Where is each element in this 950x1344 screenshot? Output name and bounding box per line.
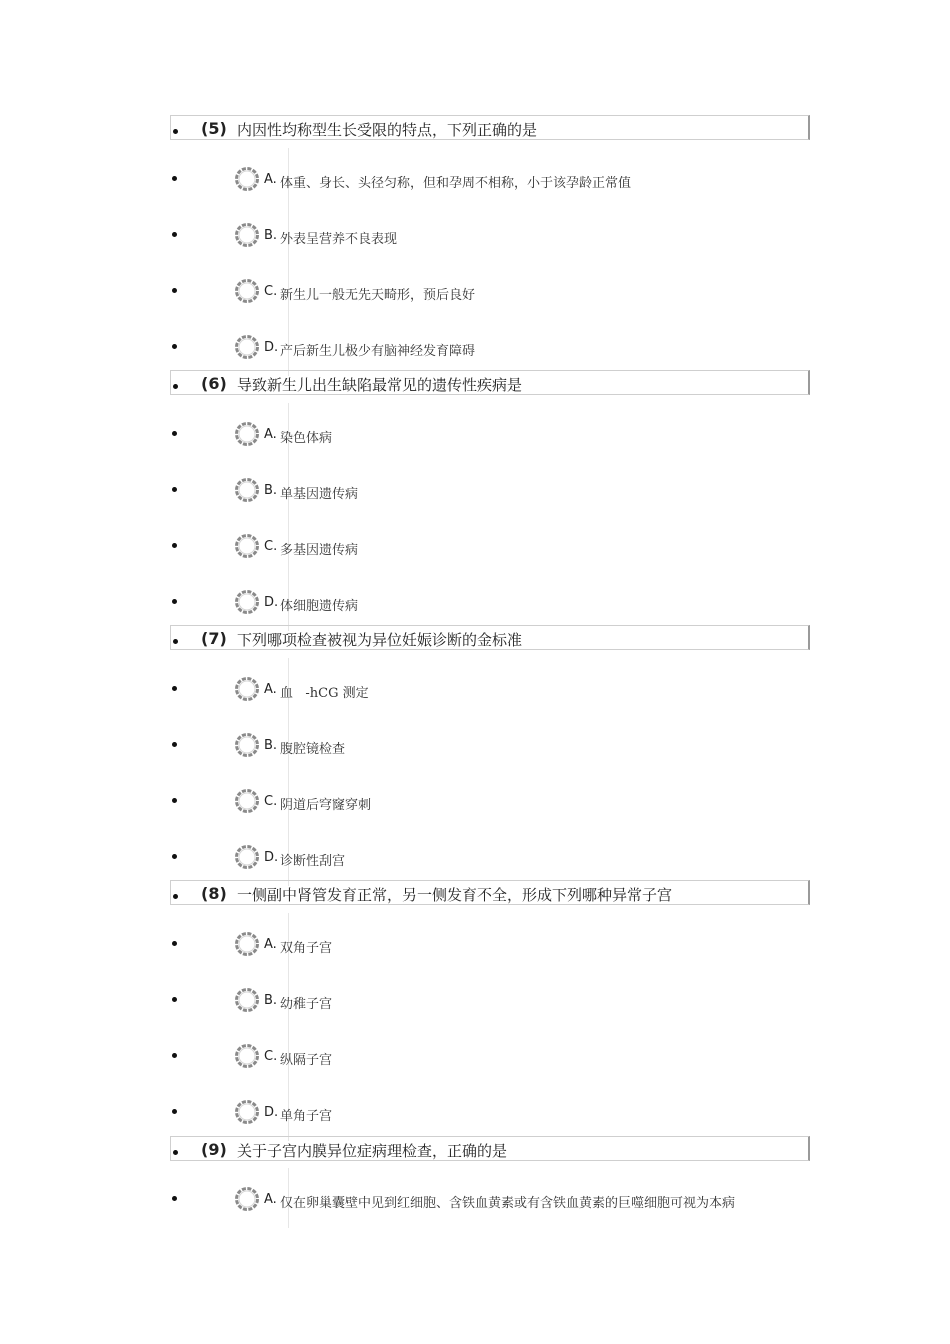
- option-row[interactable]: [170, 1043, 810, 1069]
- radio-button-icon[interactable]: [234, 931, 260, 957]
- radio-button-icon[interactable]: [234, 222, 260, 248]
- option-text: 体重、身长、头径匀称，但和孕周不相称，小于该孕龄正常值: [280, 176, 632, 191]
- option-letter: A.: [264, 682, 277, 697]
- bullet-icon: [171, 637, 181, 647]
- option-text: 纵隔子宫: [280, 1053, 333, 1068]
- radio-button-icon[interactable]: [234, 589, 260, 615]
- option-text: 体细胞遗传病: [280, 599, 359, 614]
- option-letter: B.: [264, 228, 278, 243]
- option-text: 阴道后穹窿穿刺: [280, 798, 372, 813]
- radio-button-icon[interactable]: [234, 278, 260, 304]
- option-row[interactable]: [170, 421, 810, 447]
- option-letter: C.: [264, 539, 278, 554]
- question-text: 下列哪项检查被视为异位妊娠诊断的金标准: [237, 631, 523, 649]
- option-row[interactable]: [170, 334, 810, 360]
- option-row[interactable]: [170, 844, 810, 870]
- option-text: 双角子宫: [280, 941, 333, 956]
- radio-button-icon[interactable]: [234, 987, 260, 1013]
- bullet-icon: [170, 939, 180, 949]
- option-text: 血 -hCG 测定: [280, 686, 369, 701]
- option-text: 染色体病: [280, 431, 333, 446]
- option-text: 腹腔镜检查: [280, 742, 346, 757]
- bullet-icon: [170, 740, 180, 750]
- option-row[interactable]: [170, 676, 810, 702]
- option-text: 幼稚子宫: [280, 997, 333, 1012]
- option-letter: D.: [264, 340, 279, 355]
- bullet-icon: [170, 1051, 180, 1061]
- question-number: (6): [201, 374, 227, 393]
- option-row[interactable]: [170, 987, 810, 1013]
- option-letter: A.: [264, 937, 277, 952]
- option-letter: B.: [264, 993, 278, 1008]
- option-letter: D.: [264, 595, 279, 610]
- radio-button-icon[interactable]: [234, 1043, 260, 1069]
- question-header: [170, 880, 810, 905]
- option-letter: C.: [264, 794, 278, 809]
- option-text: 仅在卵巢囊壁中见到红细胞、含铁血黄素或有含铁血黄素的巨噬细胞可视为本病: [280, 1196, 736, 1211]
- question-number: (5): [201, 119, 227, 138]
- bullet-icon: [170, 342, 180, 352]
- radio-button-icon[interactable]: [234, 1186, 260, 1212]
- radio-button-icon[interactable]: [234, 788, 260, 814]
- radio-button-icon[interactable]: [234, 334, 260, 360]
- option-text: 单基因遗传病: [280, 487, 359, 502]
- option-letter: C.: [264, 284, 278, 299]
- option-row[interactable]: [170, 931, 810, 957]
- question-text: 导致新生儿出生缺陷最常见的遗传性疾病是: [237, 376, 523, 394]
- option-text: 单角子宫: [280, 1109, 333, 1124]
- option-letter: C.: [264, 1049, 278, 1064]
- option-text: 外表呈营养不良表现: [280, 232, 398, 247]
- bullet-icon: [170, 1194, 180, 1204]
- bullet-icon: [170, 684, 180, 694]
- option-row[interactable]: [170, 732, 810, 758]
- bullet-icon: [170, 286, 180, 296]
- radio-button-icon[interactable]: [234, 477, 260, 503]
- option-letter: D.: [264, 1105, 279, 1120]
- option-row[interactable]: [170, 1186, 810, 1212]
- option-row[interactable]: [170, 589, 810, 615]
- question-number: (7): [201, 629, 227, 648]
- bullet-icon: [170, 1107, 180, 1117]
- option-text: 新生儿一般无先天畸形，预后良好: [280, 288, 476, 303]
- question-header: [170, 115, 810, 140]
- bullet-icon: [170, 174, 180, 184]
- option-letter: A.: [264, 172, 277, 187]
- question-text: 内因性均称型生长受限的特点，下列正确的是: [237, 121, 538, 139]
- bullet-icon: [170, 995, 180, 1005]
- radio-button-icon[interactable]: [234, 421, 260, 447]
- option-letter: A.: [264, 1192, 277, 1207]
- question-header: [170, 370, 810, 395]
- bullet-icon: [170, 230, 180, 240]
- option-row[interactable]: [170, 788, 810, 814]
- option-row[interactable]: [170, 222, 810, 248]
- radio-button-icon[interactable]: [234, 732, 260, 758]
- question-number: (9): [201, 1140, 227, 1159]
- bullet-icon: [170, 485, 180, 495]
- option-row[interactable]: [170, 166, 810, 192]
- radio-button-icon[interactable]: [234, 676, 260, 702]
- option-letter: A.: [264, 427, 277, 442]
- option-text: 产后新生儿极少有脑神经发育障碍: [280, 344, 476, 359]
- option-text: 多基因遗传病: [280, 543, 359, 558]
- question-text: 关于子宫内膜异位症病理检查，正确的是: [237, 1142, 508, 1160]
- bullet-icon: [171, 127, 181, 137]
- bullet-icon: [170, 852, 180, 862]
- radio-button-icon[interactable]: [234, 166, 260, 192]
- question-text: 一侧副中肾管发育正常，另一侧发育不全，形成下列哪种异常子宫: [237, 886, 673, 904]
- bullet-icon: [170, 541, 180, 551]
- bullet-icon: [171, 892, 181, 902]
- option-row[interactable]: [170, 1099, 810, 1125]
- bullet-icon: [170, 597, 180, 607]
- bullet-icon: [171, 1148, 181, 1158]
- question-number: (8): [201, 884, 227, 903]
- option-letter: B.: [264, 483, 278, 498]
- radio-button-icon[interactable]: [234, 844, 260, 870]
- radio-button-icon[interactable]: [234, 1099, 260, 1125]
- option-letter: B.: [264, 738, 278, 753]
- bullet-icon: [170, 796, 180, 806]
- question-header: [170, 1136, 810, 1161]
- question-header: [170, 625, 810, 650]
- option-row[interactable]: [170, 278, 810, 304]
- option-row[interactable]: [170, 533, 810, 559]
- bullet-icon: [170, 429, 180, 439]
- option-row[interactable]: [170, 477, 810, 503]
- radio-button-icon[interactable]: [234, 533, 260, 559]
- option-letter: D.: [264, 850, 279, 865]
- option-text: 诊断性刮宫: [280, 854, 346, 869]
- bullet-icon: [171, 382, 181, 392]
